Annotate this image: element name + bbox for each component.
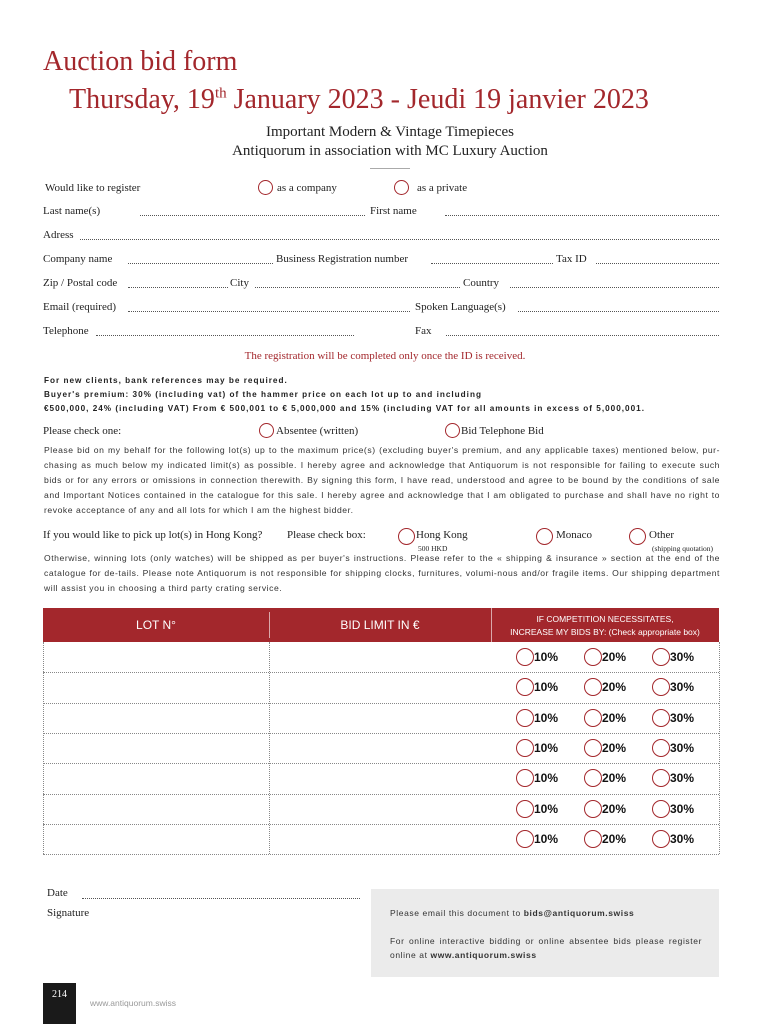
email-instruction [390, 908, 634, 918]
tax-id-label: Tax ID [556, 253, 587, 265]
lot-number-cell[interactable] [44, 672, 268, 702]
bid-limit-cell[interactable] [270, 794, 490, 824]
last-name-field[interactable] [140, 215, 365, 216]
auction-date [69, 84, 649, 116]
header-divider-1 [269, 612, 270, 638]
email-field[interactable] [128, 311, 410, 312]
lot-number-cell[interactable] [44, 703, 268, 733]
signature-label: Signature [47, 907, 90, 919]
terms-block [44, 374, 645, 416]
header-divider-2 [491, 608, 492, 642]
increase-30-radio[interactable] [652, 830, 670, 848]
table-column-divider [719, 642, 720, 854]
shipping-text: Otherwise, winning lots (only watches) will be shipped as per buyer's instructions. Please refer to the « shipping & insurance » section at the end of the catalogue for de-tails. Please note Antiquorum is not responsible for shipping clocks, furnitures, volumi-nous and/or fragile items. Our shipping department will assist you in choosing a third party crating service. [44, 553, 720, 593]
pickup-label: If you would like to pick up lot(s) in Hong Kong? [43, 529, 263, 541]
increase-option-label: 20% [602, 801, 627, 816]
hong-kong-fee: 500 HKD [418, 544, 448, 553]
increase-30-radio[interactable] [652, 678, 670, 696]
increase-option-label: 30% [670, 680, 695, 695]
registration-notice: The registration will be completed only once the ID is received. [244, 350, 526, 362]
online-instruction [390, 934, 702, 962]
increase-option-label: 30% [670, 801, 695, 816]
private-label: as a private [417, 182, 468, 194]
bid-limit-cell[interactable] [270, 733, 490, 763]
increase-header [491, 613, 719, 639]
check-one-label: Please check one: [43, 425, 122, 437]
bid-table-header [43, 608, 719, 642]
fax-field[interactable] [446, 335, 719, 336]
increase-option-label: 30% [670, 650, 695, 664]
email-prefix: Please email this document to [390, 908, 524, 918]
lot-number-cell[interactable] [44, 763, 268, 793]
bid-limit-cell[interactable] [270, 763, 490, 793]
lot-number-cell[interactable] [44, 824, 268, 854]
other-radio[interactable] [629, 528, 646, 545]
increase-10-radio[interactable] [516, 739, 534, 757]
spoken-language-label: Spoken Language(s) [415, 301, 506, 313]
first-name-label: First name [370, 205, 417, 217]
authorization-text: Please bid on my behalf for the following lot(s) up to the maximum price(s) (excluding buyer's premium, and any applicable taxes) mentioned below, pur- chasing as much below my indicated limit(s) as possible. I hereby agree and acknowledge that Antiquorum is not responsible for failing to execute such bids or for any errors or omissions in connection therewith. By signing this form, I have read, understood and agree to be bound by the conditions of sale and Important Notices contained in the catalogue for this sale. I hereby agree and acknowledge that I am obligated to purchase and shall have no right to revoke acceptance of any and all lots for which I am the highest bidder. [44, 445, 720, 515]
company-label: as a company [277, 182, 337, 194]
increase-10-radio[interactable] [516, 830, 534, 848]
increase-20-radio[interactable] [584, 709, 602, 727]
increase-30-radio[interactable] [652, 769, 670, 787]
register-label: Would like to register [45, 182, 141, 194]
increase-option-label: 10% [534, 831, 559, 846]
increase-option-label: 30% [670, 710, 695, 725]
pickup-check-label: Please check box: [287, 529, 366, 541]
increase-option-label: 10% [534, 801, 559, 816]
increase-20-radio[interactable] [584, 739, 602, 757]
increase-option-label: 10% [534, 771, 559, 786]
address-label: Adress [43, 229, 74, 241]
increase-option-label: 10% [534, 680, 559, 695]
increase-30-radio[interactable] [652, 739, 670, 757]
date-prefix: Thursday, 19 [69, 84, 215, 115]
increase-20-radio[interactable] [584, 648, 602, 666]
increase-30-radio[interactable] [652, 709, 670, 727]
telephone-label: Telephone [43, 325, 89, 337]
table-row-divider [43, 854, 719, 855]
increase-option-label: 20% [602, 771, 627, 786]
online-url-link[interactable]: www.antiquorum.swiss [430, 950, 537, 960]
page-number: 214 [52, 989, 67, 1000]
increase-10-radio[interactable] [516, 678, 534, 696]
increase-option-label: 10% [534, 650, 559, 664]
zip-field[interactable] [128, 287, 228, 288]
company-radio[interactable] [258, 180, 273, 195]
absentee-radio[interactable] [259, 423, 274, 438]
business-reg-field[interactable] [431, 263, 553, 264]
increase-header-line-2: INCREASE MY BIDS BY: (Check appropriate box) [510, 627, 700, 637]
other-note: (shipping quotation) [652, 544, 714, 553]
fax-label: Fax [415, 325, 432, 337]
date-suffix: January 2023 - Jeudi 19 janvier 2023 [226, 84, 649, 115]
zip-label: Zip / Postal code [43, 277, 118, 289]
lot-number-cell[interactable] [44, 733, 268, 763]
increase-20-radio[interactable] [584, 800, 602, 818]
country-field[interactable] [510, 287, 719, 288]
increase-30-radio[interactable] [652, 648, 670, 666]
form-title: Auction bid form [43, 46, 238, 77]
increase-option-label: 30% [670, 771, 695, 786]
increase-option-label: 10% [534, 710, 559, 725]
company-name-label: Company name [43, 253, 113, 265]
increase-option-label: 20% [602, 831, 627, 846]
business-reg-label: Business Registration number [276, 253, 408, 265]
terms-line-1: For new clients, bank references may be required. [44, 376, 288, 385]
site-footer: www.antiquorum.swiss [90, 998, 176, 1008]
bid-limit-cell[interactable] [270, 824, 490, 854]
signature-field[interactable] [100, 918, 360, 919]
private-radio[interactable] [394, 180, 409, 195]
increase-10-radio[interactable] [516, 800, 534, 818]
bid-limit-cell[interactable] [270, 672, 490, 702]
telephone-bid-label: Bid Telephone Bid [461, 425, 544, 437]
increase-header-line-1: IF COMPETITION NECESSITATES, [536, 614, 674, 624]
lot-number-cell[interactable] [44, 794, 268, 824]
bid-limit-header: BID LIMIT IN € [340, 618, 420, 632]
hong-kong-radio[interactable] [398, 528, 415, 545]
increase-10-radio[interactable] [516, 769, 534, 787]
country-label: Country [463, 277, 500, 289]
hong-kong-label: Hong Kong [416, 529, 468, 541]
date-field[interactable] [82, 898, 360, 899]
increase-option-label: 20% [602, 710, 627, 725]
address-field[interactable] [80, 239, 719, 240]
date-label: Date [47, 887, 68, 899]
last-name-label: Last name(s) [43, 205, 101, 217]
increase-option-label: 30% [670, 740, 695, 755]
increase-option-label: 20% [602, 650, 627, 664]
lot-number-cell[interactable] [44, 642, 268, 672]
monaco-radio[interactable] [536, 528, 553, 545]
increase-option-label: 30% [670, 831, 695, 846]
bid-limit-cell[interactable] [270, 703, 490, 733]
lot-number-header: LOT N° [136, 618, 176, 632]
increase-20-radio[interactable] [584, 769, 602, 787]
other-label: Other [649, 529, 675, 541]
online-prefix: For online interactive bidding or online absentee bids please register online at [390, 936, 702, 960]
company-name-field[interactable] [128, 263, 273, 264]
increase-20-radio[interactable] [584, 830, 602, 848]
telephone-bid-radio[interactable] [445, 423, 460, 438]
terms-line-3: €500,000, 24% (including VAT) From € 500,001 to € 5,000,000 and 15% (including VAT for all amounts in excess of 5,000,001. [44, 404, 645, 413]
increase-20-radio[interactable] [584, 678, 602, 696]
email-label: Email (required) [43, 301, 116, 313]
increase-10-radio[interactable] [516, 709, 534, 727]
bid-limit-cell[interactable] [270, 642, 490, 672]
telephone-field[interactable] [96, 335, 354, 336]
sale-subtitle-1: Important Modern & Vintage Timepieces [266, 124, 514, 140]
increase-option-label: 20% [602, 740, 627, 755]
page-number-box [43, 983, 76, 1024]
first-name-field[interactable] [445, 215, 719, 216]
tax-id-field[interactable] [596, 263, 719, 264]
terms-line-2: Buyer's premium: 30% (including vat) of the hammer price on each lot up to and including [44, 390, 482, 399]
title-divider [370, 168, 410, 169]
increase-10-radio[interactable] [516, 648, 534, 666]
bids-email-link[interactable]: bids@antiquorum.swiss [523, 908, 635, 918]
contact-box [371, 889, 719, 977]
increase-option-label: 20% [602, 680, 627, 695]
increase-option-label: 10% [534, 740, 559, 755]
spoken-language-field[interactable] [518, 311, 719, 312]
sale-subtitle-2: Antiquorum in association with MC Luxury Auction [232, 143, 548, 159]
absentee-label: Absentee (written) [276, 425, 359, 437]
city-label: City [230, 277, 249, 289]
city-field[interactable] [255, 287, 460, 288]
monaco-label: Monaco [556, 529, 593, 541]
date-sup: th [214, 85, 227, 102]
increase-30-radio[interactable] [652, 800, 670, 818]
